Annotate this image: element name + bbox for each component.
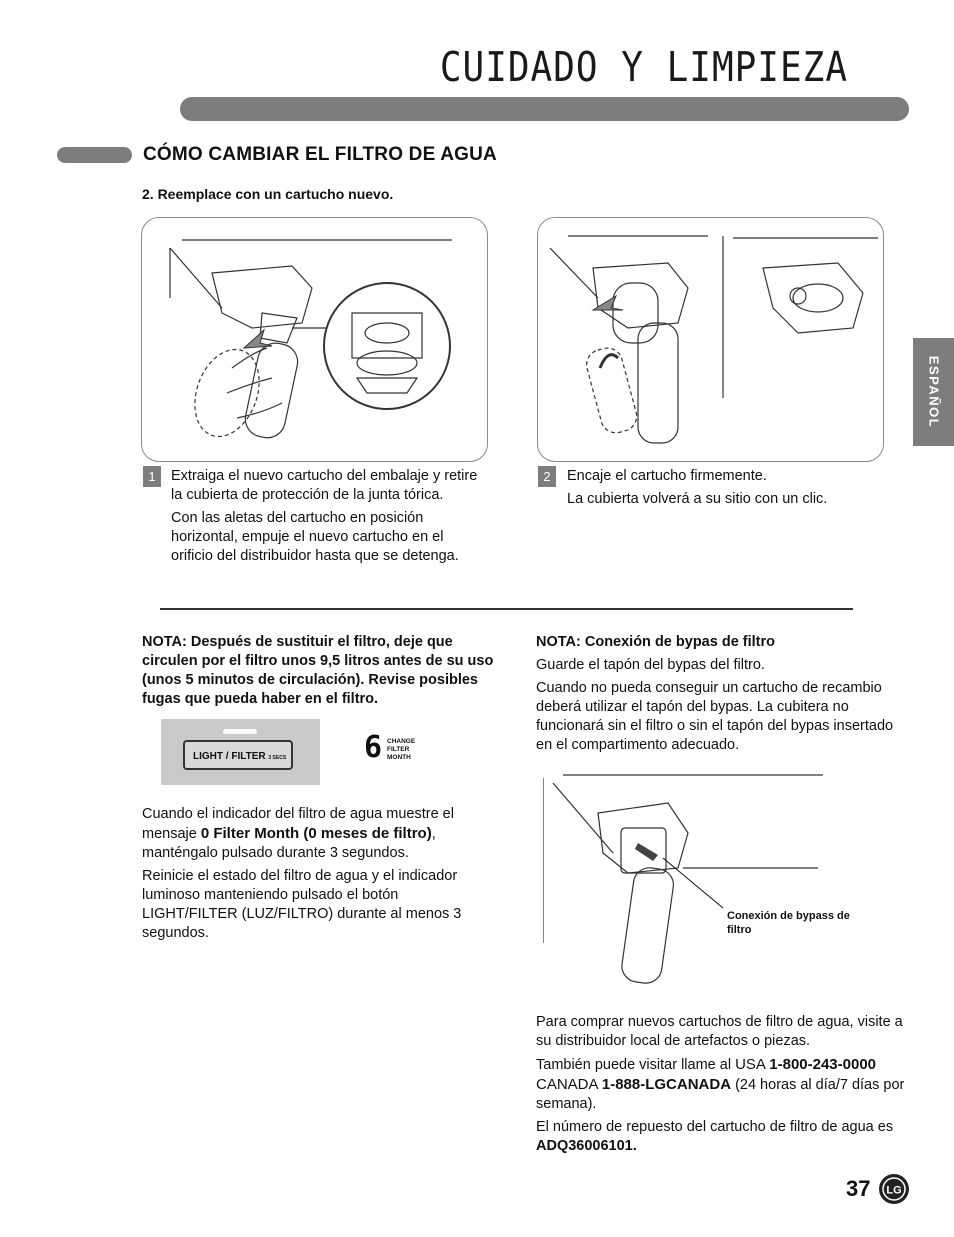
step2-paragraph-1: Encaje el cartucho firmemente. — [567, 468, 767, 484]
bypass-illustration — [543, 773, 853, 988]
indicator-line-3: MONTH — [387, 754, 411, 761]
note1-heading: NOTA: Después de sustituir el filtro, deje que circulen por el filtro unos 9,5 litros antes de su uso (unos 5 minutos de circulación). Revise posibles fugas que pueda haber en el filtro. — [142, 634, 494, 707]
language-label: ESPAÑOL — [926, 355, 941, 429]
light-filter-label: LIGHT / FILTER — [193, 751, 266, 762]
note2-paragraph-2: Cuando no pueda conseguir un cartucho de recambio deberá utilizar el tapón del bypas. La cubitera no funcionará sin el filtro o sin el tapón del bypas insertado en el compartimento adecuado. — [536, 680, 894, 753]
step1-paragraph-1: Extraiga el nuevo cartucho del embalaje y retire la cubierta de protección de la junta tórica. — [171, 468, 478, 503]
lg-logo-icon — [878, 1173, 910, 1205]
note2-text — [536, 633, 911, 759]
note2-paragraph-1: Guarde el tapón del bypas del filtro. — [536, 657, 765, 673]
divider — [160, 608, 853, 610]
step2-paragraph-2: La cubierta volverá a su sitio con un clic. — [567, 491, 828, 507]
light-filter-secs: 3 SECS — [268, 755, 287, 761]
step-number-1: 1 — [143, 466, 161, 487]
purchase-usa-number: 1-800-243-0000 — [769, 1056, 877, 1073]
purchase-canada: CANADA — [536, 1076, 602, 1093]
purchase-usa: USA — [735, 1056, 770, 1073]
reset-text — [142, 805, 497, 947]
purchase-paragraph-1: Para comprar nuevos cartuchos de filtro de agua, visite a su distribuidor local de artefactos o piezas. — [536, 1014, 903, 1049]
step1-text — [171, 467, 481, 570]
illustration-panel-2 — [537, 217, 884, 462]
step1-paragraph-2: Con las aletas del cartucho en posición horizontal, empuje el nuevo cartucho en el orificio del distribuidor hasta que se detenga. — [171, 510, 459, 564]
step-number-2: 2 — [538, 466, 556, 487]
svg-text:LG: LG — [886, 1184, 902, 1197]
note2-heading: NOTA: Conexión de bypas de filtro — [536, 634, 775, 650]
purchase-p3-intro: El número de repuesto del cartucho de filtro de agua es — [536, 1119, 894, 1135]
section-heading: CÓMO CAMBIAR EL FILTRO DE AGUA — [143, 144, 497, 165]
cartridge-snap-illustration — [538, 218, 883, 461]
step-label: 2. Reemplace con un cartucho nuevo. — [142, 186, 394, 202]
purchase-paragraph-3 — [536, 1118, 906, 1156]
purchase-hours: (24 horas al día/7 días por semana). — [536, 1077, 905, 1112]
light-filter-display — [161, 719, 320, 785]
part-number: ADQ36006101. — [536, 1138, 637, 1154]
reset-p1-after: , manténgalo pulsado durante 3 segundos. — [142, 826, 436, 861]
filter-digit: 6 — [364, 730, 383, 765]
purchase-p2-intro: También puede visitar llame al — [536, 1057, 736, 1073]
section-pill — [57, 147, 132, 163]
cartridge-insert-illustration — [142, 218, 487, 461]
purchase-canada-number: 1-888-LGCANADA — [601, 1076, 732, 1093]
illustration-panel-1 — [141, 217, 488, 462]
bypass-drawing — [543, 773, 853, 988]
step2-text — [567, 467, 887, 513]
reset-paragraph-2: Reinicie el estado del filtro de agua y el indicador luminoso manteniendo pulsado el botón LIGHT/FILTER (LUZ/FILTRO) durante al menos 3 segundos. — [142, 868, 462, 941]
language-tab — [913, 338, 954, 446]
purchase-text — [536, 1013, 906, 1160]
purchase-paragraph-2 — [536, 1055, 906, 1114]
bypass-callout: Conexión de bypass de filtro — [727, 910, 850, 936]
filter-indicator-label — [387, 738, 415, 762]
page-title: CUIDADO Y LIMPIEZA — [439, 44, 848, 92]
reset-p1-bold: 0 Filter Month (0 meses de filtro) — [200, 825, 432, 842]
light-filter-button — [183, 740, 293, 770]
indicator-line-2: FILTER — [387, 746, 410, 753]
page-number: 37 — [846, 1176, 871, 1201]
reset-p1-before: Cuando el indicador del filtro de agua muestre el mensaje — [142, 806, 454, 842]
reset-paragraph-1 — [142, 805, 497, 863]
header-bar — [180, 97, 909, 121]
indicator-light — [223, 729, 257, 734]
indicator-line-1: CHANGE — [387, 738, 416, 745]
